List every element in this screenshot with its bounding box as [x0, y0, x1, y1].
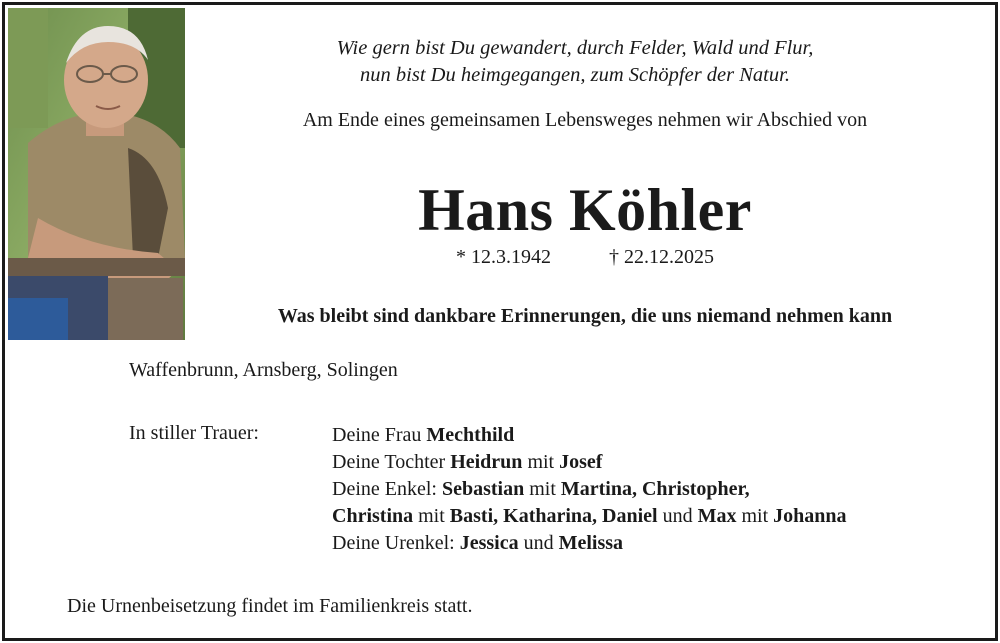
mourner-name: Christina: [332, 505, 414, 527]
connector: mit: [522, 451, 560, 473]
relation-label: Deine Enkel:: [332, 478, 442, 500]
mourner-name: Max: [697, 505, 737, 527]
mourner-row: [332, 422, 847, 449]
relation-label: Deine Tochter: [332, 451, 451, 473]
mourners-list: [332, 422, 847, 557]
mourner-name: Sebastian: [441, 478, 525, 500]
connector: mit: [736, 505, 774, 527]
poem: [205, 35, 945, 89]
poem-line: nun bist Du heimgegangen, zum Schöpfer der Natur.: [360, 64, 790, 86]
obituary-notice: [2, 2, 998, 641]
death-date: † 22.12.2025: [609, 246, 714, 268]
mourner-name: Josef: [559, 451, 603, 473]
life-dates: [205, 246, 965, 269]
burial-notice: Die Urnenbeisetzung findet im Familienkreis statt.: [67, 595, 473, 617]
connector: und: [518, 532, 559, 554]
intro-text: Am Ende eines gemeinsamen Lebensweges nehmen wir Abschied von: [302, 109, 868, 131]
deceased-name: Hans Köhler: [418, 177, 752, 243]
poem-line: Wie gern bist Du gewandert, durch Felder, Wald und Flur,: [336, 37, 814, 59]
mourner-name: Melissa: [558, 532, 624, 554]
portrait-photo: [8, 8, 185, 340]
connector: mit: [413, 505, 450, 527]
mourner-row: [332, 476, 847, 503]
connector: und: [657, 505, 698, 527]
mourner-name: Mechthild: [426, 424, 515, 446]
mourner-name: Johanna: [773, 505, 847, 527]
relation-label: Deine Urenkel:: [332, 532, 460, 554]
birth-date: * 12.3.1942: [456, 246, 551, 268]
motto: Was bleibt sind dankbare Erinnerungen, die uns niemand nehmen kann: [277, 305, 893, 327]
mourner-name: Martina, Christopher,: [560, 478, 750, 500]
mourner-row: [332, 503, 847, 530]
mourner-row: [332, 449, 847, 476]
mourner-row: [332, 530, 847, 557]
mourner-name: Basti, Katharina, Daniel: [449, 505, 658, 527]
mourning-label: In stiller Trauer:: [129, 422, 259, 444]
mourner-name: Heidrun: [450, 451, 523, 473]
mourner-name: Jessica: [459, 532, 519, 554]
places: Waffenbrunn, Arnsberg, Solingen: [129, 359, 398, 381]
relation-label: Deine Frau: [332, 424, 427, 446]
connector: mit: [524, 478, 561, 500]
